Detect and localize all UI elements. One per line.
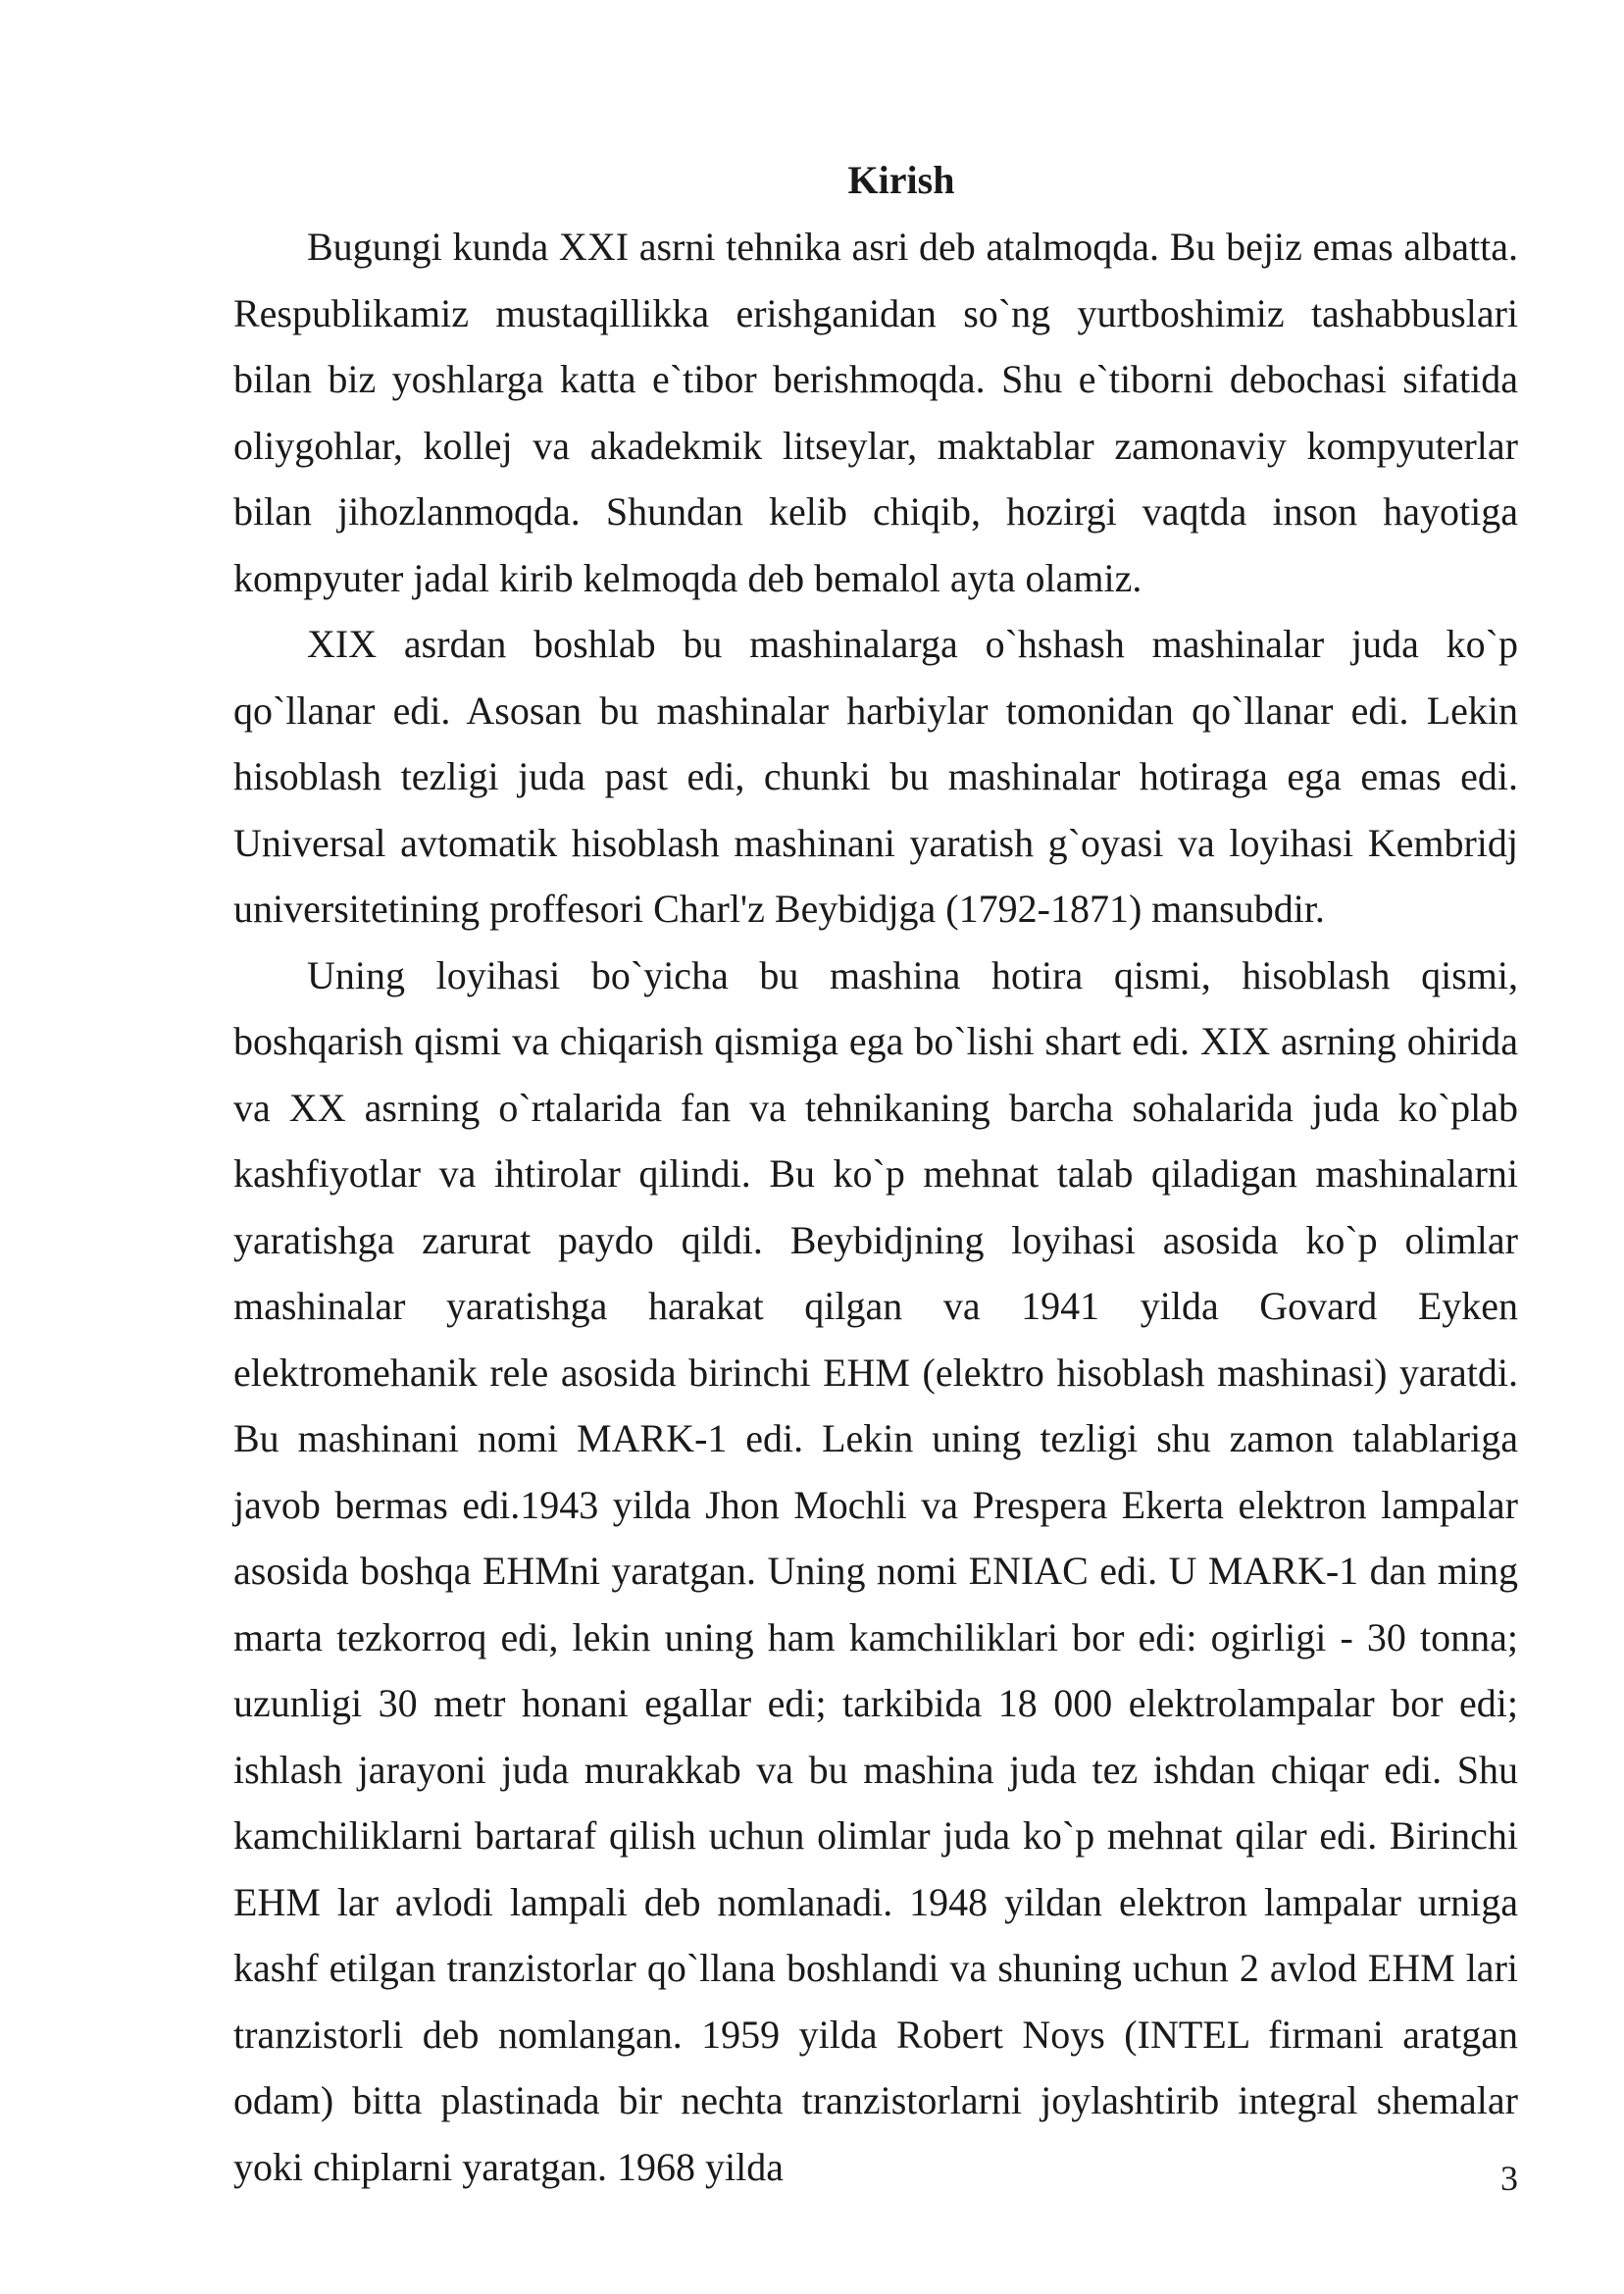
page-title: Kirish (847, 158, 955, 202)
paragraph-3: Uning loyihasi bo`yicha bu mashina hotira qismi, hisoblash qismi, boshqarish qismi va chiqarish qismiga ega bo`lishi shart edi. XIX asrning ohirida va XX asrning o`rtalarida fan va tehnikaning barcha sohalarida juda ko`plab kashfiyotlar va ihtirolar qilindi. Bu ko`p mehnat talab qiladigan mashinalarni yaratishga zarurat paydo qildi. Beybidjning loyihasi asosida ko`p olimlar mashinalar yaratishga harakat qilgan va 1941 yilda Govard Eyken elektromehanik rele asosida birinchi EHM (elektro hisoblash mashinasi) yaratdi. Bu mashinani nomi MARK-1 edi. Lekin uning tezligi shu zamon talablariga javob bermas edi.1943 yilda Jhon Mochli va Prespera Ekerta elektron lampalar asosida boshqa EHMni yaratgan. Uning nomi ENIAC edi. U MARK-1 dan ming marta tezkorroq edi, lekin uning ham kamchiliklari bor edi: ogirligi - 30 tonna; uzunligi 30 metr honani egallar edi; tarkibida 18 000 elektrolampalar bor edi; ishlash jarayoni juda murakkab va bu mashina juda tez ishdan chiqar edi. Shu kamchiliklarni bartaraf qilish uchun olimlar juda ko`p mehnat qilar edi. Birinchi EHM lar avlodi lampali deb nomlanadi. 1948 yildan elektron lampalar urniga kashf etilgan tranzistorlar qo`llana boshlandi va shuning uchun 2 avlod EHM lari tranzistorli deb nomlangan. 1959 yilda Robert Noys (INTEL firmani aratgan odam) bitta plastinada bir nechta tranzistorlarni joylashtirib integral shemalar yoki chiplarni yaratgan. 1968 yilda (233, 952, 1518, 2189)
paragraph-1: Bugungi kunda XXI asrni tehnika asri deb atalmoqda. Bu bejiz emas albatta. Respublikamiz mustaqillikka erishganidan so`ng yurtboshimiz tashabbuslari bilan biz yoshlarga katta e`tibor berishmoqda. Shu e`tiborni debochasi sifatida oliygohlar, kollej va akadekmik litseylar, maktablar zamonaviy kompyuterlar bilan jihozlanmoqda. Shundan kelib chiqib, hozirgi vaqtda inson hayotiga kompyuter jadal kirib kelmoqda deb bemalol ayta olamiz. (233, 225, 1518, 600)
paragraph-2: XIX asrdan boshlab bu mashinalarga o`hshash mashinalar juda ko`p qo`llanar edi. Asosan bu mashinalar harbiylar tomonidan qo`llanar edi. Lekin hisoblash tezligi juda past edi, chunki bu mashinalar hotiraga ega emas edi. Universal avtomatik hisoblash mashinani yaratish g`oyasi va loyihasi Kembridj universitetining proffesori Charl'z Beybidjga (1792-1871) mansubdir. (233, 622, 1518, 931)
page-number: 3 (1500, 2159, 1518, 2198)
page-content (233, 147, 1518, 2200)
